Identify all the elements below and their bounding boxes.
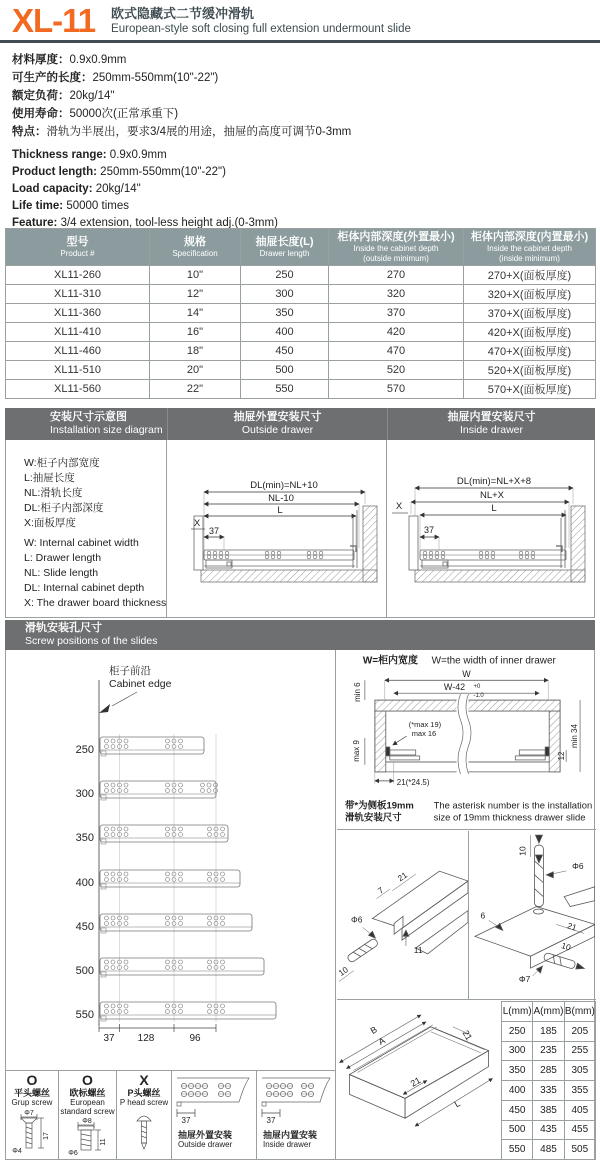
dim-a: A	[376, 1035, 387, 1047]
w-title-cn: W=柜内宽度	[362, 655, 418, 667]
table-row: XL11-410 16" 400 420 420+X(面板厚度)	[6, 323, 596, 342]
dim-12: 12	[557, 751, 567, 761]
slide-lengths-panel	[6, 650, 336, 1160]
dim-10: 10	[337, 964, 350, 978]
svg-text:450: 450	[75, 921, 94, 933]
dim-b: B	[368, 1024, 379, 1037]
dim-tol-dn: -1.0	[473, 693, 484, 700]
cabinet-walls	[201, 506, 377, 582]
outside-drawer-diagram	[167, 440, 387, 618]
table-row: XL11-260 10" 250 270 270+X(面板厚度)	[6, 266, 596, 285]
dim-11: 11	[413, 944, 423, 955]
cabinet-edge-label-cn: 柜子前沿	[109, 665, 151, 677]
dim-x: X	[194, 518, 201, 529]
dim-phi6: Φ6	[572, 860, 584, 871]
svg-text:17: 17	[43, 1132, 50, 1140]
drawer-size-area	[337, 1001, 596, 1160]
outside-mount-drawing	[173, 1073, 255, 1125]
dim-l: L	[452, 1098, 462, 1110]
dim-x: X	[396, 501, 403, 512]
width-section-diagram	[337, 650, 596, 830]
section-bar-screw-positions	[5, 620, 595, 650]
p-head-screw-drawing	[122, 1107, 166, 1153]
section-screw-positions: 滑轨安装孔尺寸 Screw positions of the slides	[25, 622, 158, 647]
dim-max9: max 9	[351, 740, 361, 762]
dim-21: 21	[566, 920, 579, 933]
svg-text:400: 400	[75, 877, 94, 889]
dim-nl: NL-10	[268, 493, 295, 504]
leader-arrow	[99, 704, 110, 713]
dim-max16: max 16	[411, 729, 437, 739]
note-en-2: size of 19mm thickness drawer slide	[433, 812, 586, 824]
spec-line: Product length: 250mm-550mm(10"-22")	[12, 166, 226, 178]
dim-nl: NL+X	[480, 490, 505, 501]
screw-holes	[266, 1083, 314, 1096]
svg-text:11: 11	[99, 1138, 107, 1146]
svg-text:500: 500	[75, 965, 94, 977]
dim-l: L	[277, 505, 283, 516]
col-header-depth-inside: 柜体内部深度(内置最小) Inside the cabinet depth (inside minimum)	[464, 229, 596, 266]
grup-screw-drawing	[8, 1107, 56, 1155]
product-title-en: European-style soft closing full extension undermount slide	[111, 23, 411, 35]
euro-screw-drawing	[64, 1116, 112, 1156]
product-title-cn: 欧式隐藏式二节缓冲滑轨	[111, 6, 255, 21]
dim-dl: DL(min)=NL+10	[250, 480, 319, 491]
drill-bit	[347, 938, 379, 963]
w-title-en: W=the width of inner drawer	[431, 655, 556, 667]
specs-english	[12, 147, 278, 232]
screw-type-grup: O 平头螺丝 Grup screw Φ7 17 Φ4	[6, 1071, 58, 1160]
product-spec-table	[5, 228, 596, 399]
dim-tol-up: +0	[473, 684, 481, 691]
slide-row-400	[76, 870, 240, 889]
lab-row: 400 335 355	[502, 1081, 596, 1101]
dim-max19: (*max 19)	[408, 720, 442, 730]
note-cn-2: 滑轨安装尺寸	[344, 812, 402, 824]
svg-text:Φ6: Φ6	[67, 1150, 78, 1156]
slide-lengths-diagram	[6, 650, 336, 1070]
dim-96: 96	[189, 1033, 201, 1044]
drilling-detail-row	[337, 831, 596, 1000]
page-header	[12, 3, 411, 39]
slide-row-500	[76, 958, 264, 977]
spec-line: 材料厚度：0.9x0.9mm	[12, 54, 127, 66]
section-bar-installation	[5, 408, 595, 440]
dim-37: 37	[209, 526, 220, 536]
width-section-cell	[337, 650, 596, 830]
slide-row-300	[76, 781, 218, 800]
dim-37: 37	[424, 525, 435, 535]
dimension-legend: W:柜子内部宽度 L:抽屉长度 NL:滑轨长度 DL:柜子内部深度 X:面板厚度 W: Internal cabinet width L: Drawer length NL: Slide length DL: Internal cabinet depth X: The drawer board thickness	[24, 457, 167, 609]
dim-128: 128	[137, 1033, 155, 1044]
dim-37: 37	[181, 1116, 191, 1125]
header-divider	[0, 40, 600, 43]
section-outside-drawer: 抽屉外置安装尺寸 Outside drawer	[167, 408, 387, 440]
spec-line: Load capacity: 20kg/14"	[12, 183, 141, 195]
section-inside-drawer: 抽屉内置安装尺寸 Inside drawer	[387, 408, 595, 440]
screw-legend-row	[6, 1070, 336, 1160]
installation-diagram-row	[5, 440, 595, 618]
note-cn-1: 带*为侧板19mm	[344, 800, 414, 812]
table-row: XL11-360 14" 350 370 370+X(面板厚度)	[6, 304, 596, 323]
spec-line: 可生产的长度：250mm-550mm(10"-22")	[12, 72, 219, 84]
screw-symbol: O	[26, 1072, 38, 1088]
angled-drill	[543, 952, 585, 972]
product-titles	[111, 3, 411, 37]
screw-symbol: O	[82, 1072, 93, 1088]
drill-detail-top	[469, 831, 595, 999]
svg-text:Φ7: Φ7	[24, 1110, 34, 1117]
svg-text:Φ8: Φ8	[81, 1118, 92, 1125]
slide-row-550	[76, 1002, 276, 1021]
dim-10: 10	[560, 940, 573, 953]
note-en-1: The asterisk number is the installation	[433, 800, 593, 812]
inside-drawer-diagram-cell	[386, 440, 594, 617]
dim-21: 21(*24.5)	[396, 777, 430, 787]
table-row: XL11-460 18" 450 470 470+X(面板厚度)	[6, 342, 596, 361]
spec-line: Life time: 50000 times	[12, 200, 129, 212]
dim-w: W	[462, 669, 471, 680]
inside-mount-pattern: 37 抽屉内置安装 Inside drawer	[256, 1071, 336, 1160]
svg-text:250: 250	[75, 744, 94, 756]
table-header-row	[6, 229, 596, 266]
dim-l: L	[491, 503, 497, 514]
spec-line: 使用寿命：50000次(正常承重下)	[12, 108, 179, 120]
col-header-product: 型号 Product #	[6, 229, 150, 266]
lab-row: 500 435 455	[502, 1120, 596, 1140]
table-row: XL11-510 20" 500 520 520+X(面板厚度)	[6, 361, 596, 380]
col-header-drawer-length: 抽屉长度(L) Drawer length	[241, 229, 329, 266]
outside-mount-pattern: 37 抽屉外置安装 Outside drawer	[171, 1071, 256, 1160]
dim-21-top: 21	[460, 1028, 475, 1043]
lab-size-table	[501, 1001, 596, 1160]
screw-type-phead: X P头螺丝 P head screw	[116, 1071, 171, 1160]
drawer-iso-diagram	[337, 1001, 502, 1160]
section-installation: 安装尺寸示意图 Installation size diagram	[50, 411, 163, 436]
lab-row: 300 235 255	[502, 1041, 596, 1061]
outside-drawer-diagram-cell	[166, 440, 386, 617]
slide-row-250	[76, 737, 204, 756]
spec-line: 额定负荷：20kg/14"	[12, 90, 115, 102]
spec-line: Feature: 3/4 extension, tool-less height adj.(0-3mm)	[12, 217, 278, 229]
drill-side-diagram	[337, 831, 468, 1000]
specs-chinese	[12, 51, 351, 141]
bottom-dimensions	[99, 1024, 216, 1032]
spec-line: Thickness range: 0.9x0.9mm	[12, 149, 167, 161]
svg-text:350: 350	[75, 832, 94, 844]
inside-drawer-diagram	[387, 440, 595, 618]
screw-type-euro: O 欧标螺丝 European standard screw Φ8 11 Φ6	[58, 1071, 116, 1160]
screw-symbol: X	[139, 1072, 149, 1088]
lab-row: 550 485 505	[502, 1140, 596, 1160]
dim-21-mid: 21	[408, 1075, 423, 1089]
dim-7: 7	[375, 884, 386, 896]
inside-mount-drawing	[258, 1073, 336, 1125]
cabinet-cross-section	[375, 694, 560, 776]
dim-dl: DL(min)=NL+X+8	[457, 476, 532, 487]
dim-min34: min 34	[570, 724, 580, 748]
col-header-depth-outside: 柜体内部深度(外置最小) Inside the cabinet depth (outside minimum)	[329, 229, 464, 266]
slide-row-450	[76, 914, 252, 933]
lab-row: 250 185 205	[502, 1021, 596, 1041]
lab-header-row: L(mm) A(mm) B(mm)	[502, 1002, 596, 1022]
dim-37: 37	[103, 1033, 115, 1044]
svg-text:550: 550	[75, 1009, 94, 1021]
drawer-and-slide	[194, 510, 357, 570]
lab-row: 350 285 305	[502, 1061, 596, 1081]
drawer-and-slide	[409, 510, 566, 570]
table-row: XL11-310 12" 300 320 320+X(面板厚度)	[6, 285, 596, 304]
right-detail-panel	[337, 650, 596, 1160]
dim-6: 6	[480, 910, 486, 921]
slide-row-350	[76, 825, 228, 844]
dim-10-top: 10	[517, 846, 528, 856]
svg-text:Φ4: Φ4	[12, 1148, 22, 1155]
dim-w42: W-42	[443, 682, 466, 693]
cabinet-edge-label-en: Cabinet edge	[109, 678, 172, 690]
table-row: XL11-560 22" 550 570 570+X(面板厚度)	[6, 380, 596, 399]
col-header-spec: 规格 Specification	[150, 229, 241, 266]
svg-text:300: 300	[75, 788, 94, 800]
dim-37: 37	[266, 1116, 275, 1125]
dim-phi7: Φ7	[518, 973, 531, 984]
screw-holes	[181, 1083, 231, 1096]
product-model: XL-11	[12, 2, 96, 39]
cabinet-walls	[415, 506, 585, 582]
lower-section	[5, 650, 595, 1160]
lab-row: 450 385 405	[502, 1100, 596, 1120]
dim-21: 21	[395, 869, 409, 884]
drill-detail-side	[337, 831, 469, 999]
dim-min6: min 6	[352, 682, 362, 702]
drill-top-diagram	[469, 831, 595, 1000]
dim-phi6: Φ6	[351, 914, 363, 925]
spec-line: 特点：滑轨为半展出，要求3/4展的用途，抽屉的高度可调节0-3mm	[12, 126, 352, 138]
